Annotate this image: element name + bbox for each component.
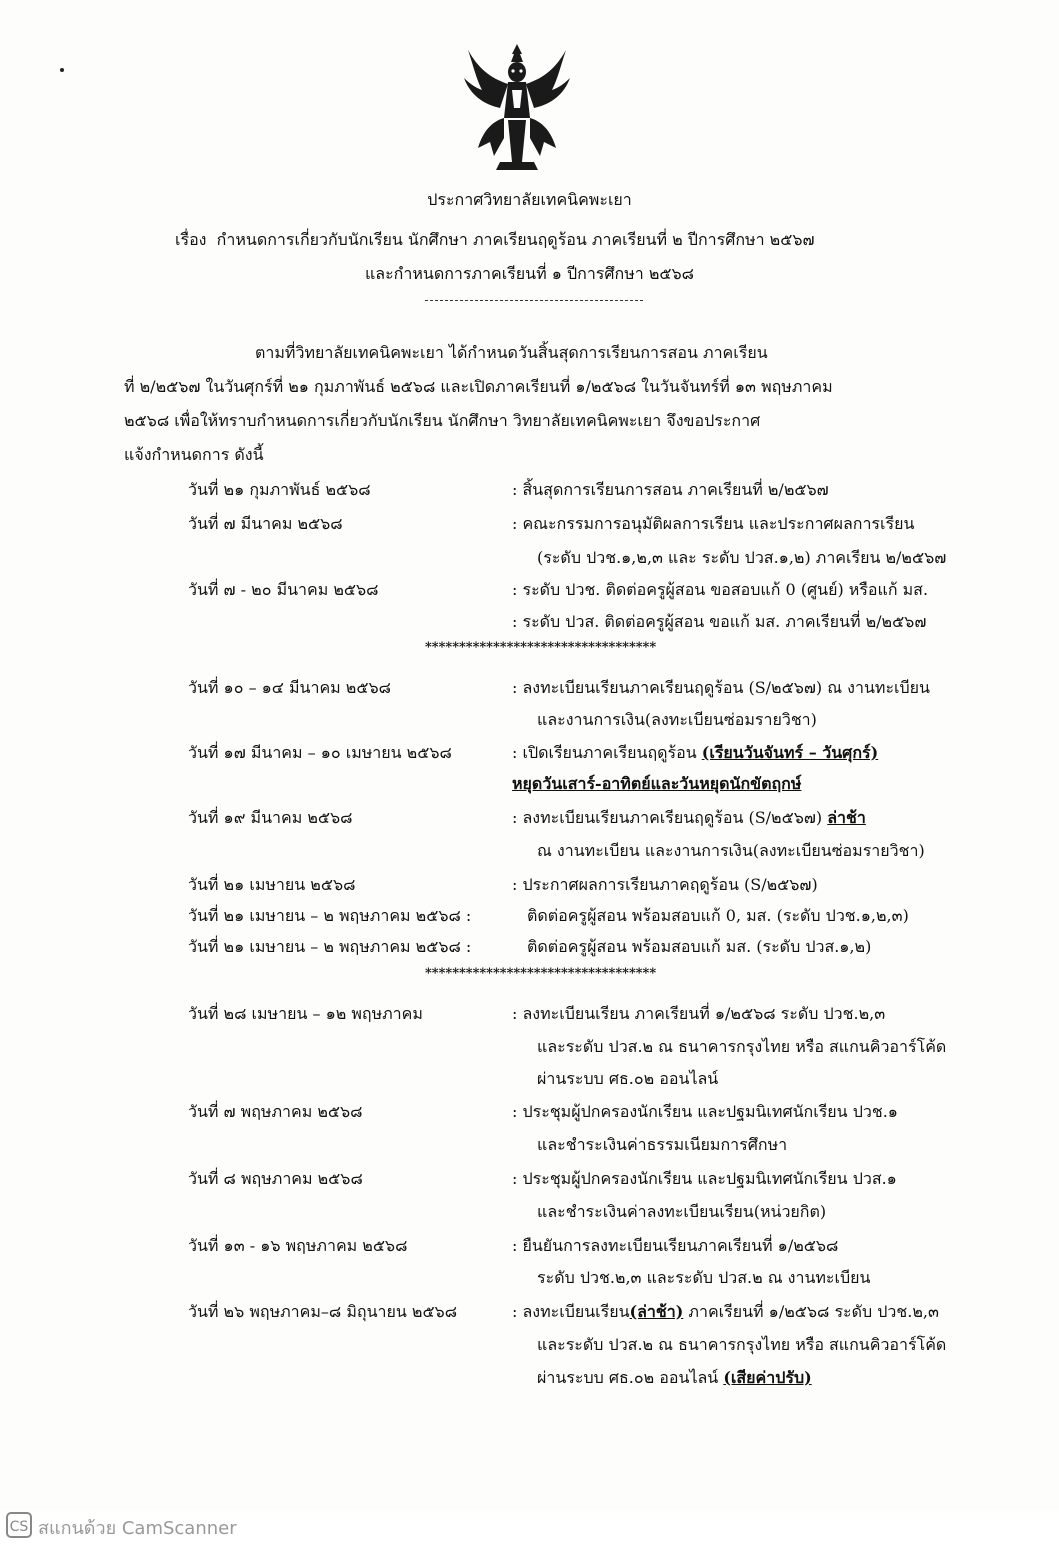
separator-line xyxy=(425,300,643,301)
schedule-text: : ยืนยันการลงทะเบียนเรียนภาคเรียนที่ ๑/๒๕๖๘ xyxy=(512,1236,839,1255)
schedule-text: ติดต่อครูผู้สอน พร้อมสอบแก้ มส. (ระดับ ปวส.๑,๒) xyxy=(527,937,872,956)
schedule-date: วันที่ ๒๑ เมษายน – ๒ พฤษภาคม ๒๕๖๘ : xyxy=(188,906,472,925)
announcement-title: ประกาศวิทยาลัยเทคนิคพะเยา xyxy=(427,190,632,209)
schedule-text xyxy=(512,1300,939,1325)
schedule-text: : ประชุมผู้ปกครองนักเรียน และปฐมนิเทศนักเรียน ปวส.๑ xyxy=(512,1169,897,1188)
schedule-text-cont: และชำระเงินค่าลงทะเบียนเรียน(หน่วยกิต) xyxy=(537,1202,827,1221)
intro-line-2: ที่ ๒/๒๕๖๗ ในวันศุกร์ที่ ๒๑ กุมภาพันธ์ ๒๕๖๘ และเปิดภาคเรียนที่ ๑/๒๕๖๘ ในวันจันทร์ที่ ๑๓ พฤษภาคม xyxy=(124,377,833,396)
intro-line-1: ตามที่วิทยาลัยเทคนิคพะเยา ได้กำหนดวันสิ้นสุดการเรียนการสอน ภาคเรียน xyxy=(255,343,768,362)
schedule-text-cont: ผ่านระบบ ศธ.๐๒ ออนไลน์ xyxy=(537,1069,719,1088)
subject-label: เรื่อง xyxy=(175,230,207,249)
schedule-text xyxy=(512,806,866,831)
schedule-text-cont: และงานการเงิน(ลงทะเบียนซ่อมรายวิชา) xyxy=(537,710,817,729)
schedule-date: วันที่ ๘ พฤษภาคม ๒๕๖๘ xyxy=(188,1169,363,1188)
intro-line-4: แจ้งกำหนดการ ดังนี้ xyxy=(124,445,264,464)
schedule-text-main: ผ่านระบบ ศธ.๐๒ ออนไลน์ xyxy=(537,1368,724,1387)
garuda-emblem-icon xyxy=(460,38,575,178)
schedule-text: ติดต่อครูผู้สอน พร้อมสอบแก้ 0, มส. (ระดับ ปวช.๑,๒,๓) xyxy=(527,906,909,925)
schedule-text-cont: และระดับ ปวส.๒ ณ ธนาคารกรุงไทย หรือ สแกนคิวอาร์โค้ด xyxy=(537,1335,947,1354)
schedule-emphasis: (ล่าช้า) xyxy=(629,1302,684,1321)
schedule-text-cont: ณ งานทะเบียน และงานการเงิน(ลงทะเบียนซ่อมรายวิชา) xyxy=(537,841,925,860)
subject-line-2: และกำหนดการภาคเรียนที่ ๑ ปีการศึกษา ๒๕๖๘ xyxy=(364,264,695,283)
schedule-emphasis-cont: หยุดวันเสาร์-อาทิตย์และวันหยุดนักขัตฤกษ์ xyxy=(512,774,802,793)
schedule-emphasis: (เรียนวันจันทร์ – วันศุกร์) xyxy=(701,743,879,762)
schedule-text-tail: ภาคเรียนที่ ๑/๒๕๖๘ ระดับ ปวช.๒,๓ xyxy=(683,1302,939,1321)
schedule-text: : ระดับ ปวส. ติดต่อครูผู้สอน ขอแก้ มส. ภาคเรียนที่ ๒/๒๕๖๗ xyxy=(512,612,927,631)
schedule-text: : ประชุมผู้ปกครองนักเรียน และปฐมนิเทศนักเรียน ปวช.๑ xyxy=(512,1102,898,1121)
schedule-text: : ลงทะเบียนเรียนภาคเรียนฤดูร้อน (S/๒๕๖๗) ณ งานทะเบียน xyxy=(512,678,930,697)
schedule-date: วันที่ ๒๑ เมษายน – ๒ พฤษภาคม ๒๕๖๘ : xyxy=(188,937,472,956)
schedule-text-cont xyxy=(537,1366,812,1391)
schedule-text xyxy=(512,741,878,766)
schedule-date: วันที่ ๗ - ๒๐ มีนาคม ๒๕๖๘ xyxy=(188,580,379,599)
schedule-text: : คณะกรรมการอนุมัติผลการเรียน และประกาศผลการเรียน xyxy=(512,514,915,533)
schedule-date: วันที่ ๒๖ พฤษภาคม–๘ มิถุนายน ๒๕๖๘ xyxy=(188,1302,458,1321)
schedule-text-cont: ระดับ ปวช.๒,๓ และระดับ ปวส.๒ ณ งานทะเบียน xyxy=(537,1268,871,1287)
schedule-text: : ประกาศผลการเรียนภาคฤดูร้อน (S/๒๕๖๗) xyxy=(512,875,818,894)
intro-line-3: ๒๕๖๘ เพื่อให้ทราบกำหนดการเกี่ยวกับนักเรียน นักศึกษา วิทยาลัยเทคนิคพะเยา จึงขอประกาศ xyxy=(124,411,761,430)
schedule-date: วันที่ ๑๙ มีนาคม ๒๕๖๘ xyxy=(188,808,353,827)
speck xyxy=(60,68,64,72)
schedule-text-cont: (ระดับ ปวช.๑,๒,๓ และ ระดับ ปวส.๑,๒) ภาคเรียน ๒/๒๕๖๗ xyxy=(537,548,947,567)
schedule-text: : ระดับ ปวช. ติดต่อครูผู้สอน ขอสอบแก้ 0 (ศูนย์) หรือแก้ มส. xyxy=(512,580,929,599)
subject-line xyxy=(175,228,815,253)
schedule-text-cont: และชำระเงินค่าธรรมเนียมการศึกษา xyxy=(537,1135,788,1154)
schedule-date: วันที่ ๑๓ - ๑๖ พฤษภาคม ๒๕๖๘ xyxy=(188,1236,408,1255)
schedule-date: วันที่ ๒๑ กุมภาพันธ์ ๒๕๖๘ xyxy=(188,480,371,499)
schedule-date: วันที่ ๗ มีนาคม ๒๕๖๘ xyxy=(188,514,343,533)
camscanner-watermark: สแกนด้วย CamScanner xyxy=(38,1518,237,1539)
schedule-text: : สิ้นสุดการเรียนการสอน ภาคเรียนที่ ๒/๒๕๖๗ xyxy=(512,480,829,499)
star-separator: ********************************** xyxy=(425,640,657,655)
schedule-text-main: : ลงทะเบียนเรียน xyxy=(512,1302,630,1321)
star-separator: ********************************** xyxy=(425,966,657,981)
camscanner-logo-icon: CS xyxy=(6,1512,32,1538)
schedule-text-cont: และระดับ ปวส.๒ ณ ธนาคารกรุงไทย หรือ สแกนคิวอาร์โค้ด xyxy=(537,1037,947,1056)
schedule-date: วันที่ ๒๑ เมษายน ๒๕๖๘ xyxy=(188,875,356,894)
schedule-date: วันที่ ๑๐ – ๑๔ มีนาคม ๒๕๖๘ xyxy=(188,678,391,697)
schedule-text-main: : ลงทะเบียนเรียนภาคเรียนฤดูร้อน (S/๒๕๖๗) xyxy=(512,808,823,827)
schedule-date: วันที่ ๗ พฤษภาคม ๒๕๖๘ xyxy=(188,1102,363,1121)
schedule-date: วันที่ ๑๗ มีนาคม – ๑๐ เมษายน ๒๕๖๘ xyxy=(188,743,452,762)
schedule-date: วันที่ ๒๘ เมษายน – ๑๒ พฤษภาคม xyxy=(188,1004,423,1023)
schedule-text-main: : เปิดเรียนภาคเรียนฤดูร้อน xyxy=(512,743,697,762)
schedule-emphasis: (เสียค่าปรับ) xyxy=(723,1368,812,1387)
subject-text: กำหนดการเกี่ยวกับนักเรียน นักศึกษา ภาคเรียนฤดูร้อน ภาคเรียนที่ ๒ ปีการศึกษา ๒๕๖๗ xyxy=(216,230,815,249)
schedule-emphasis: ล่าช้า xyxy=(827,808,866,827)
schedule-text: : ลงทะเบียนเรียน ภาคเรียนที่ ๑/๒๕๖๘ ระดับ ปวช.๒,๓ xyxy=(512,1004,886,1023)
